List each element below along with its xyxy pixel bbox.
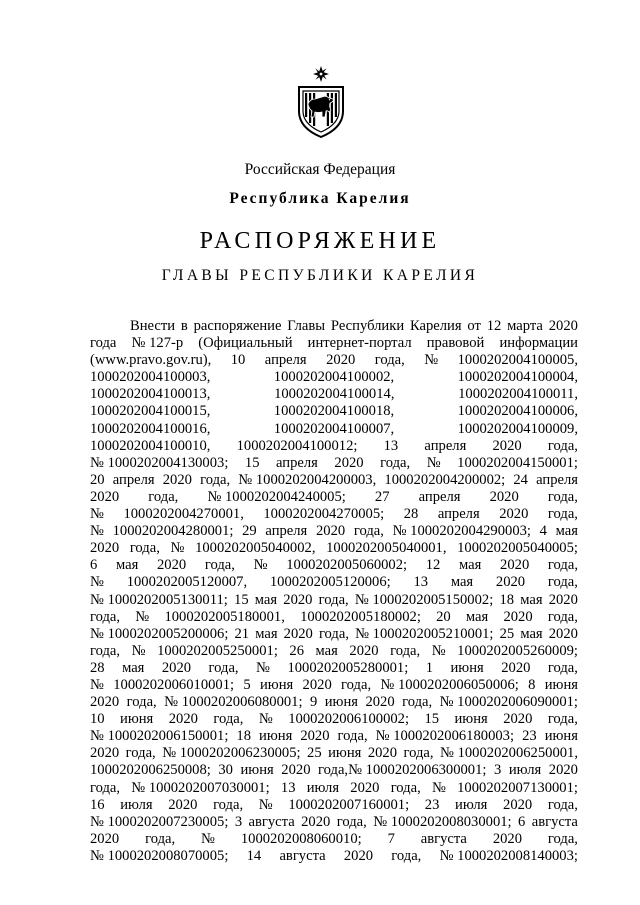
- body-word: апреля: [276, 454, 318, 471]
- body-word: 1000202004280001;: [112, 523, 234, 540]
- body-word: 2020: [492, 830, 522, 847]
- body-word: 4: [539, 523, 547, 540]
- body-word: мая: [555, 523, 578, 540]
- body-word: года,: [547, 574, 578, 591]
- body-word: года,: [547, 506, 578, 523]
- body-word: №: [426, 454, 441, 471]
- body-text-line: [90, 797, 578, 814]
- body-word: 15: [424, 711, 440, 728]
- body-word: №: [431, 642, 446, 659]
- body-word: июня: [240, 762, 274, 779]
- body-text-line: [90, 677, 578, 694]
- body-word: № 1000202004130003;: [90, 454, 229, 471]
- body-word: № 1000202006090001;: [439, 694, 578, 711]
- body-word: 2020: [161, 659, 192, 676]
- republic-name: Республика Карелия: [229, 190, 411, 207]
- body-text-line: [90, 694, 578, 711]
- body-text-line: [90, 626, 578, 643]
- body-word: 2020: [90, 488, 120, 505]
- body-word: 21: [234, 625, 250, 642]
- body-word: 2020: [90, 830, 120, 847]
- body-word: 1000202004100010,: [90, 437, 211, 454]
- body-word: мая: [520, 625, 543, 642]
- body-word: 5: [243, 676, 251, 693]
- body-word: 10: [230, 352, 246, 369]
- body-word: июня: [324, 694, 358, 711]
- body-word: года,: [213, 796, 244, 813]
- body-word: № 1000202006150001;: [90, 728, 229, 745]
- body-word: № 1000202006250001,: [440, 745, 578, 762]
- body-word: № 1000202004240005;: [207, 488, 346, 505]
- body-text-line: [90, 506, 578, 523]
- document-body: [90, 318, 578, 865]
- body-text-line: [90, 643, 578, 660]
- body-word: августа: [420, 830, 467, 847]
- body-word: 2020: [90, 540, 120, 557]
- body-word: года,: [374, 352, 405, 369]
- body-word: года,: [547, 796, 578, 813]
- body-word: 2020: [500, 557, 530, 574]
- body-word: мая: [459, 557, 482, 574]
- body-word: года,: [125, 745, 156, 762]
- body-word: Республики: [330, 318, 405, 334]
- body-word: 2020: [334, 454, 364, 471]
- body-word: июня: [450, 659, 484, 676]
- body-word: мая: [255, 625, 278, 642]
- body-text-line: [90, 352, 578, 369]
- body-word: мая: [520, 591, 543, 608]
- body-word: 1000202008060010;: [240, 830, 362, 847]
- body-word: 1000202005180001,: [164, 608, 285, 625]
- body-word: 1000202005280001;: [287, 659, 409, 676]
- body-word: правовой: [426, 335, 485, 352]
- body-word: 2020: [301, 813, 331, 830]
- body-word: апреля: [437, 506, 480, 523]
- body-word: 1000202004100013,: [90, 386, 211, 403]
- body-word: 2020: [349, 642, 379, 659]
- body-word: года,: [547, 557, 578, 574]
- body-word: 2020: [499, 506, 529, 523]
- body-word: 18: [236, 728, 252, 745]
- body-word: 2020: [492, 437, 522, 454]
- body-word: года,: [547, 488, 578, 505]
- body-word: 10: [90, 711, 105, 728]
- body-text-line: [90, 369, 578, 386]
- body-text-line: [90, 335, 578, 352]
- body-word: 6: [90, 557, 98, 574]
- body-word: мая: [450, 574, 474, 591]
- body-word: мая: [122, 659, 145, 676]
- body-word: 24: [513, 471, 528, 488]
- body-word: апреля: [424, 437, 467, 454]
- body-word: года,: [208, 659, 239, 676]
- body-word: года,№ 1000202006300001;: [318, 762, 487, 779]
- body-word: 27: [374, 488, 390, 505]
- body-word: 1000202004100007,: [273, 420, 395, 437]
- body-word: №: [431, 779, 446, 796]
- body-word: № 1000202007030001;: [131, 779, 270, 796]
- body-word: года,: [204, 557, 235, 574]
- body-word: (www.pravo.gov.ru),: [90, 352, 212, 369]
- body-word: года,: [353, 523, 384, 540]
- body-word: 15: [244, 454, 260, 471]
- body-word: №: [256, 659, 270, 676]
- body-word: года,: [336, 813, 367, 830]
- body-word: 1000202004100009,: [457, 420, 578, 437]
- body-word: 2020: [90, 694, 120, 711]
- body-word: № 1000202005130011;: [90, 591, 228, 608]
- body-text-line: [90, 592, 578, 609]
- body-word: апреля: [418, 488, 461, 505]
- body-word: 12: [425, 557, 441, 574]
- body-word: 1000202004100011,: [458, 386, 578, 403]
- body-word: 2020: [548, 591, 578, 608]
- body-word: 1000202004100015,: [90, 403, 211, 420]
- body-word: года,: [380, 454, 411, 471]
- body-word: 13: [413, 574, 429, 591]
- body-word: года,: [547, 711, 578, 728]
- body-word: 2020: [503, 711, 533, 728]
- body-word: года,: [391, 847, 422, 864]
- body-word: 2020: [548, 625, 578, 642]
- body-word: 8: [528, 676, 536, 693]
- body-word: 1000202005060002;: [286, 557, 408, 574]
- body-word: 25: [307, 745, 322, 762]
- body-word: 3: [494, 762, 502, 779]
- body-word: 2020: [495, 574, 526, 591]
- body-word: №: [258, 796, 273, 813]
- body-word: №: [131, 642, 146, 659]
- body-word: 1000202007130001;: [457, 779, 578, 796]
- body-word: года,: [90, 608, 121, 625]
- body-word: июня: [259, 728, 293, 745]
- body-word: № 1000202006180003;: [375, 728, 515, 745]
- country-name: Российская Федерация: [244, 161, 396, 178]
- body-word: 2020: [367, 745, 398, 762]
- body-word: 29: [242, 523, 257, 540]
- body-text-line: [90, 523, 578, 540]
- body-word: 1000202005250001;: [157, 642, 278, 659]
- body-word: 2020: [281, 762, 311, 779]
- body-word: 2020: [350, 779, 380, 796]
- body-word: Карелия: [409, 318, 462, 334]
- body-word: года,: [126, 694, 157, 711]
- body-word: июля: [120, 796, 153, 813]
- body-word: №: [424, 352, 439, 369]
- body-word: №: [90, 506, 104, 523]
- document-type-title: РАСПОРЯЖЕНИЕ: [199, 228, 441, 254]
- body-word: 16: [90, 796, 105, 813]
- body-text-line: [90, 745, 578, 762]
- body-word: № 1000202007230005;: [90, 813, 229, 830]
- body-word: 1000202004100004,: [457, 369, 578, 386]
- body-word: года,: [318, 625, 349, 642]
- body-word: № 1000202005150002;: [354, 591, 494, 608]
- body-word: № 1000202004290003;: [392, 523, 531, 540]
- body-word: 20: [90, 471, 105, 488]
- body-text-line: [90, 438, 578, 455]
- body-word: марта: [507, 318, 543, 334]
- body-word: 2020: [501, 659, 531, 676]
- body-word: 26: [289, 642, 304, 659]
- body-text-line: [90, 780, 578, 797]
- body-word: 14: [246, 847, 262, 864]
- body-text-line: [90, 660, 578, 677]
- body-word: 15: [234, 591, 249, 608]
- body-word: апреля: [265, 523, 308, 540]
- body-word: 30: [218, 762, 233, 779]
- body-word: 2020: [90, 745, 120, 762]
- body-word: 20: [436, 608, 451, 625]
- body-word: 1000202005120007,: [126, 574, 248, 591]
- body-word: 1000202004100006,: [457, 403, 578, 420]
- body-word: 1000202006010001;: [113, 676, 235, 693]
- body-word: 1000202004200002;: [384, 471, 506, 488]
- body-word: 6: [518, 813, 526, 830]
- body-word: июля: [508, 762, 542, 779]
- body-word: 2020: [489, 488, 519, 505]
- body-word: интернет-портал: [307, 335, 412, 352]
- body-word: 1000202004150001;: [457, 454, 578, 471]
- karelia-coat-of-arms-icon: [296, 66, 346, 138]
- body-word: июня: [454, 711, 488, 728]
- body-word: 2020: [302, 676, 332, 693]
- body-word: года,: [337, 728, 368, 745]
- body-word: 1000202005260009;: [457, 642, 578, 659]
- body-word: июня: [544, 676, 578, 693]
- body-word: № 1000202004200003,: [238, 471, 377, 488]
- body-word: 1000202004100005,: [457, 352, 578, 369]
- body-word: мая: [254, 591, 278, 608]
- body-word: 2020: [548, 318, 578, 334]
- body-word: августа: [279, 847, 326, 864]
- body-word: года,: [90, 779, 121, 796]
- body-word: 1000202004270005;: [263, 506, 385, 523]
- body-text-line: [90, 489, 578, 506]
- body-word: мая: [315, 642, 338, 659]
- body-word: 2020: [157, 557, 187, 574]
- body-word: № 1000202008140003;: [439, 847, 578, 864]
- body-word: 18: [499, 591, 515, 608]
- body-word: 7: [387, 830, 395, 847]
- body-text-line: [90, 814, 578, 831]
- body-word: 2020: [503, 796, 533, 813]
- body-word: 2020: [315, 523, 346, 540]
- body-word: №: [90, 574, 104, 591]
- body-text-line: [90, 557, 578, 574]
- body-word: №: [90, 676, 104, 693]
- body-word: 13: [383, 437, 399, 454]
- body-word: №: [253, 557, 268, 574]
- body-text-line: [90, 711, 578, 728]
- body-word: года,: [129, 540, 160, 557]
- body-word: №: [201, 830, 215, 847]
- body-word: года,: [390, 642, 421, 659]
- body-word: в: [180, 318, 188, 334]
- body-word: августа: [248, 813, 295, 830]
- body-text-line: [90, 318, 578, 335]
- body-word: № 1000202006230005;: [162, 745, 301, 762]
- body-word: года,: [213, 711, 244, 728]
- body-word: № 1000202005210001;: [355, 625, 494, 642]
- body-word: 2020: [503, 608, 533, 625]
- body-word: 12: [486, 318, 502, 334]
- body-word: июня: [544, 728, 578, 745]
- body-word: 1: [425, 659, 434, 676]
- body-word: апреля: [536, 471, 578, 488]
- body-word: июня: [120, 711, 154, 728]
- body-text-line: [90, 728, 578, 745]
- body-word: Внести: [130, 318, 176, 334]
- body-word: № 1000202006080001;: [164, 694, 303, 711]
- body-word: 2020: [300, 728, 330, 745]
- body-word: 1000202005040001,: [326, 540, 447, 557]
- body-word: №: [258, 711, 273, 728]
- body-word: 23: [424, 796, 440, 813]
- body-word: 1000202004100003,: [90, 369, 211, 386]
- body-text-line: [90, 831, 578, 848]
- body-word: 2020: [168, 711, 198, 728]
- body-word: 2020: [283, 625, 313, 642]
- body-word: года,: [547, 830, 578, 847]
- body-word: августа: [531, 813, 578, 830]
- body-word: 1000202006250008;: [90, 762, 211, 779]
- body-text-line: [90, 421, 578, 438]
- body-text-line: [90, 762, 578, 779]
- body-word: года,: [318, 591, 349, 608]
- body-word: 1000202005040002,: [195, 540, 316, 557]
- body-text-line: [90, 455, 578, 472]
- body-text-line: [90, 386, 578, 403]
- body-word: 1000202005040005;: [457, 540, 578, 557]
- body-word: 28: [403, 506, 419, 523]
- body-word: года,: [390, 779, 421, 796]
- body-word: апреля: [264, 352, 307, 369]
- body-word: июня: [259, 676, 294, 693]
- body-word: 2020: [283, 591, 313, 608]
- body-word: 1000202004100018,: [273, 403, 395, 420]
- body-word: июля: [306, 779, 340, 796]
- body-word: года,: [145, 830, 176, 847]
- body-word: 1000202004100002,: [273, 369, 395, 386]
- body-word: 2020: [168, 796, 198, 813]
- body-word: 25: [499, 625, 515, 642]
- body-word: июня: [328, 745, 362, 762]
- body-word: мая: [115, 557, 139, 574]
- body-word: от: [467, 318, 481, 334]
- body-word: 3: [234, 813, 243, 830]
- body-word: года,: [341, 676, 372, 693]
- body-word: 2020: [365, 694, 395, 711]
- body-word: года,: [148, 488, 179, 505]
- body-word: 13: [280, 779, 296, 796]
- body-word: 2020: [548, 762, 578, 779]
- body-word: 1000202004100012;: [236, 437, 358, 454]
- body-word: апреля: [112, 471, 155, 488]
- body-word: № 1000202008070005;: [90, 847, 229, 864]
- body-word: 1000202006100002;: [288, 711, 410, 728]
- body-word: года: [90, 335, 117, 352]
- body-word: 2020: [162, 471, 192, 488]
- body-word: года,: [403, 745, 434, 762]
- body-word: информации: [499, 335, 578, 352]
- body-word: № 1000202008030001;: [373, 813, 512, 830]
- body-word: года,: [547, 437, 578, 454]
- body-word: распоряжение: [193, 318, 282, 334]
- body-word: года,: [200, 471, 231, 488]
- body-word: №: [170, 540, 185, 557]
- body-word: года,: [547, 608, 578, 625]
- body-text-line: [90, 574, 578, 591]
- body-text-line: [90, 609, 578, 626]
- body-text-line: [90, 472, 578, 489]
- body-word: 1000202004100016,: [90, 420, 211, 437]
- body-word: (Официальный: [198, 335, 293, 352]
- body-word: года,: [90, 642, 121, 659]
- body-word: 9: [310, 694, 318, 711]
- body-word: 1000202007160001;: [288, 796, 410, 813]
- body-word: № 1000202005200006;: [90, 625, 229, 642]
- body-word: года,: [547, 659, 578, 676]
- body-word: 1000202005120006;: [269, 574, 391, 591]
- body-word: №: [90, 523, 104, 540]
- body-word: мая: [465, 608, 489, 625]
- body-word: 1000202004270001,: [123, 506, 244, 523]
- body-word: Главы: [287, 318, 326, 334]
- body-word: 2020: [343, 847, 374, 864]
- body-word: 28: [90, 659, 105, 676]
- body-word: № 1000202006050006;: [380, 676, 519, 693]
- body-word: №: [135, 608, 150, 625]
- document-issuer-subtitle: ГЛАВЫ РЕСПУБЛИКИ КАРЕЛИЯ: [161, 267, 479, 284]
- body-word: 1000202004100014,: [274, 386, 395, 403]
- body-word: 23: [522, 728, 537, 745]
- body-word: № 127-р: [131, 335, 184, 352]
- body-word: года,: [402, 694, 433, 711]
- body-text-line: [90, 540, 578, 557]
- body-word: 2020: [326, 352, 356, 369]
- body-text-line: [90, 403, 578, 420]
- body-word: июля: [455, 796, 488, 813]
- body-word: 1000202005180002;: [300, 608, 421, 625]
- body-text-line: [90, 848, 578, 865]
